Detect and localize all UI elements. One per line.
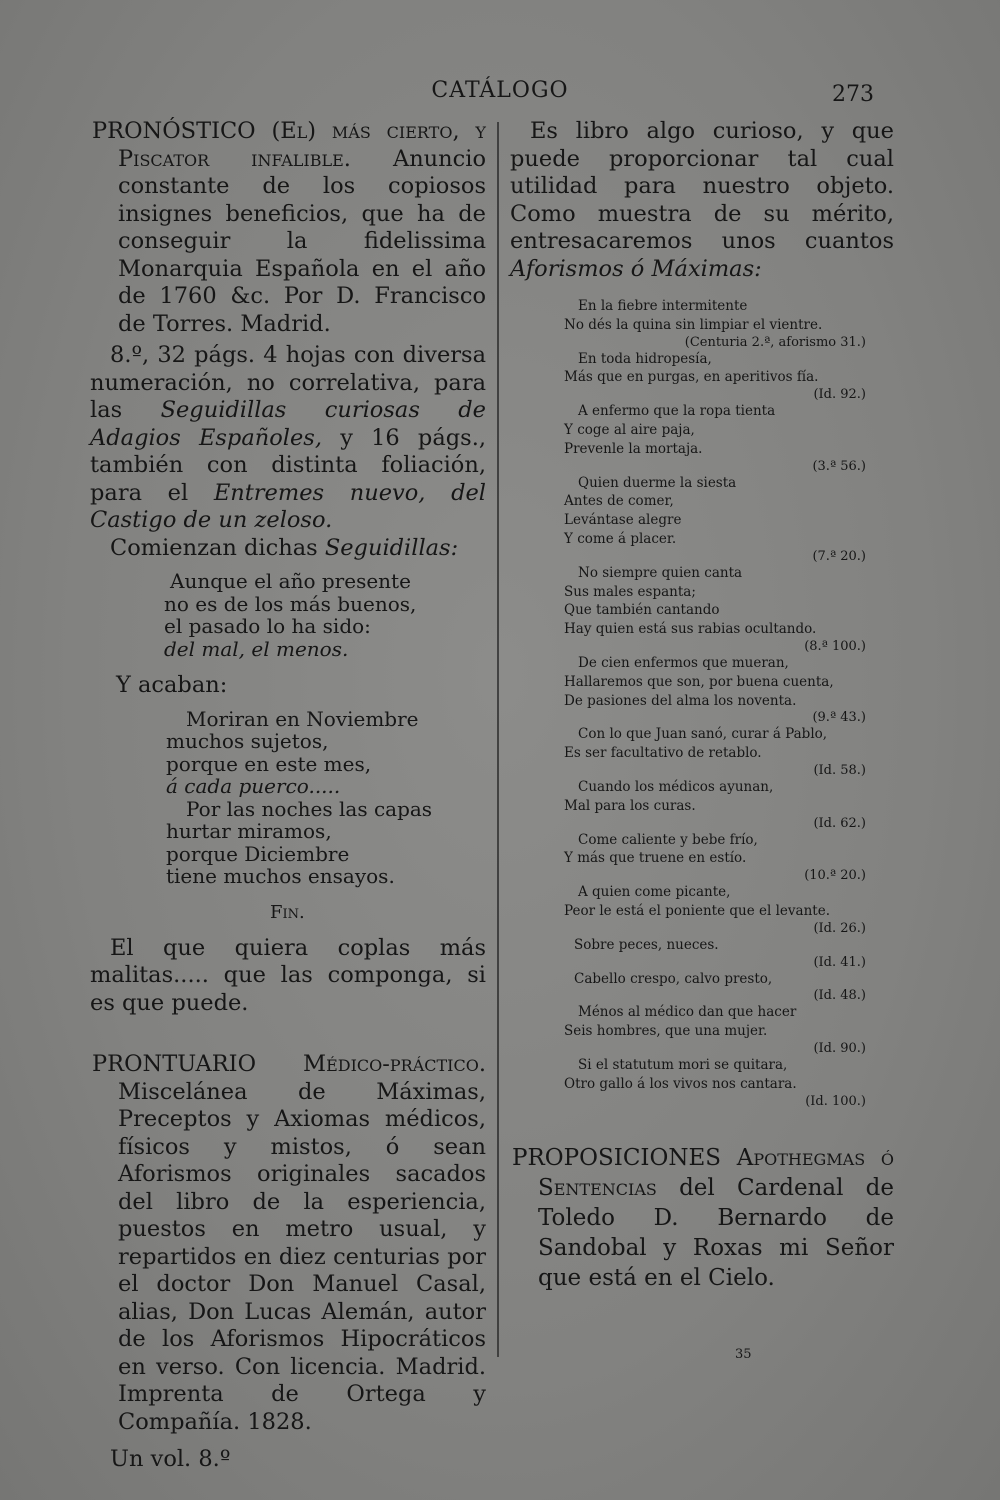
aphorism-list xyxy=(510,297,894,1109)
verse-line: tiene muchos ensayos. xyxy=(166,864,395,888)
aphorism-line: Que también cantando xyxy=(564,602,720,619)
aphorism-line: No siempre quien canta xyxy=(578,564,743,581)
aphorism xyxy=(564,725,894,778)
remark-paragraph: El que quiera coplas más malitas..... que las componga, si es que puede. xyxy=(90,934,486,1016)
verse-closing xyxy=(166,706,486,888)
entry-heading: PRONÓSTICO (El) más cierto, y Piscator infalible. xyxy=(92,118,486,172)
aphorism-line: Hallaremos que son, por buena cuenta, xyxy=(564,673,834,690)
aphorism xyxy=(564,474,894,564)
commentary-paragraph xyxy=(510,118,894,283)
entry-heading: PRONTUARIO Médico-práctico. xyxy=(92,1051,486,1077)
aphorism-reference: (3.ª 56.) xyxy=(812,458,866,474)
aphorism-line: Prevenle la mortaja. xyxy=(564,440,703,457)
aphorism-line: Come caliente y bebe frío, xyxy=(578,831,758,848)
entry-prontuario xyxy=(90,1051,486,1436)
italic-title: Seguidillas curiosas de Adagios Españoles, xyxy=(90,397,486,451)
verse-line: Aunque el año presente xyxy=(170,569,411,593)
aphorism-line: Con lo que Juan sanó, curar á Pablo, xyxy=(578,726,828,743)
intro-paragraph xyxy=(90,535,486,563)
verse-line: á cada puerco..... xyxy=(166,774,341,798)
aphorism-reference: (7.ª 20.) xyxy=(812,548,866,564)
aphorism-line: No dés la quina sin limpiar el vientre. xyxy=(564,316,823,333)
verse-line: Por las noches las capas xyxy=(186,796,433,821)
aphorism-line: De pasiones del alma los noventa. xyxy=(564,692,797,709)
verse-line: no es de los más buenos, xyxy=(164,591,417,616)
text-run: Comienzan dichas xyxy=(110,534,325,561)
aphorism-line: Mal para los curas. xyxy=(564,797,696,814)
aphorism-reference: (8.ª 100.) xyxy=(804,638,866,654)
aphorism xyxy=(564,654,894,725)
format-note: Un vol. 8.º xyxy=(110,1446,231,1472)
aphorism xyxy=(564,831,894,884)
aphorism xyxy=(564,350,894,403)
fin-marker: Fin. xyxy=(270,901,305,923)
entry-body: Miscelánea de Máximas, Preceptos y Axiomas médicos, físicos y mistos, ó sean Aforismos originales sacados del libro de la esperiencia, puestos en metro usual, y repartidos en diez centurias por el doctor Don Manuel Casal, alias, Don Lucas Alemán, autor de los Aforismos Hipocráticos en verso. Con licencia. Madrid. Imprenta de Ortega y Compañía. 1828. xyxy=(118,1078,486,1435)
aphorism-line: De cien enfermos que mueran, xyxy=(578,654,789,671)
aphorism xyxy=(564,564,894,654)
aphorism xyxy=(564,1003,894,1056)
aphorism-line: Cuando los médicos ayunan, xyxy=(578,778,774,795)
aphorism xyxy=(564,936,894,970)
running-header: CATÁLOGO xyxy=(431,78,569,103)
text-run: Es libro algo curioso, y que puede proporcionar tal cual utilidad para nuestro objeto. Como muestra de su mérito, entresacaremos unos cuantos xyxy=(510,118,894,254)
verse-line: del mal, el menos. xyxy=(164,636,349,661)
aphorism-reference: (Id. 62.) xyxy=(813,815,866,831)
aphorism-line: Cabello crespo, calvo presto, xyxy=(574,970,773,987)
aphorism-line: Hay quien está sus rabias ocultando. xyxy=(564,621,817,638)
verse-line: Moriran en Noviembre xyxy=(186,706,419,731)
aphorism xyxy=(564,883,894,936)
aphorism-line: Más que en purgas, en aperitivos fía. xyxy=(564,369,819,386)
aphorism-line: Sobre peces, nueces. xyxy=(574,936,719,953)
aphorism-line: Peor le está el poniente que el levante. xyxy=(564,902,830,919)
aphorism-line: Si el statutum mori se quitara, xyxy=(578,1056,788,1073)
column-rule xyxy=(497,122,499,1357)
aphorism xyxy=(564,778,894,831)
aphorism-line: En toda hidropesía, xyxy=(578,350,712,367)
aphorism-reference: (Id. 90.) xyxy=(813,1040,866,1056)
aphorism xyxy=(564,970,894,1004)
right-column xyxy=(510,118,894,1293)
aphorism xyxy=(564,402,894,473)
aphorism-line: Quien duerme la siesta xyxy=(578,474,737,491)
signature-mark: 35 xyxy=(735,1347,752,1362)
aphorism-line: Ménos al médico dan que hacer xyxy=(578,1004,797,1021)
aphorism-reference: (Id. 41.) xyxy=(813,954,866,970)
italic-title: Aforismos ó Máximas: xyxy=(510,255,762,282)
entry-body: del Cardenal de Toledo D. Bernardo de Sandobal y Roxas mi Señor que está en el Cielo. xyxy=(538,1174,894,1291)
aphorism-reference: (Id. 92.) xyxy=(813,387,866,403)
aphorism-reference: (10.ª 20.) xyxy=(804,868,866,884)
italic-title: Seguidillas: xyxy=(324,534,459,561)
aphorism-line: Seis hombres, que una mujer. xyxy=(564,1023,768,1040)
aphorism-line: Y come á placer. xyxy=(564,530,677,547)
entry-heading: PROPOSICIONES Apothegmas ó Sentencias xyxy=(512,1144,894,1201)
verse-line: porque en este mes, xyxy=(166,751,372,776)
aphorism-line: Es ser facultativo de retablo. xyxy=(564,745,762,762)
aphorism-line: En la fiebre intermitente xyxy=(578,298,748,314)
verse-opening xyxy=(164,569,486,661)
description-paragraph xyxy=(90,342,486,535)
text-run: 8.º, 32 págs. 4 hojas con diversa numeración, no correlativa, para las xyxy=(90,342,486,423)
aphorism-line: A enfermo que la ropa tienta xyxy=(578,403,776,420)
aphorism-reference: (Id. 26.) xyxy=(813,920,866,936)
verse-line: el pasado lo ha sido: xyxy=(164,614,371,638)
aphorism-reference: (Id. 58.) xyxy=(813,762,866,778)
aphorism-line: A quien come picante, xyxy=(578,884,731,901)
entry-body: Anuncio constante de los copiosos insignes beneficios, que ha de conseguir la fidelissima Monarquia Española en el año de 1760 &c. Por D. Francisco de Torres. Madrid. xyxy=(118,145,487,337)
verse-line: porque Diciembre xyxy=(166,841,350,866)
aphorism-reference: (Id. 100.) xyxy=(805,1093,866,1109)
entry-proposiciones xyxy=(510,1143,894,1293)
text-run: y 16 págs., también con distinta foliación, para el xyxy=(90,424,486,506)
aphorism-reference: (Centuria 2.ª, aforismo 31.) xyxy=(684,334,866,350)
page-number: 273 xyxy=(832,82,874,107)
aphorism xyxy=(564,1056,894,1109)
aphorism xyxy=(564,297,894,350)
aphorism-reference: (Id. 48.) xyxy=(813,988,866,1004)
verse-line: muchos sujetos, xyxy=(166,729,329,753)
aphorism-line: Y coge al aire paja, xyxy=(564,421,695,438)
aphorism-reference: (9.ª 43.) xyxy=(812,710,866,726)
left-column xyxy=(90,118,486,1474)
aphorism-line: Antes de comer, xyxy=(564,493,674,510)
verse-line: hurtar miramos, xyxy=(166,819,332,843)
aphorism-line: Levántase alegre xyxy=(564,512,682,529)
aphorism-line: Otro gallo á los vivos nos cantara. xyxy=(564,1075,797,1092)
entry-pronostico xyxy=(90,118,486,338)
italic-title: Entremes nuevo, del Castigo de un zeloso. xyxy=(90,479,486,533)
aphorism-line: Y más que truene en estío. xyxy=(564,850,747,867)
aphorism-line: Sus males espanta; xyxy=(564,583,696,600)
closing-intro: Y acaban: xyxy=(116,672,228,698)
